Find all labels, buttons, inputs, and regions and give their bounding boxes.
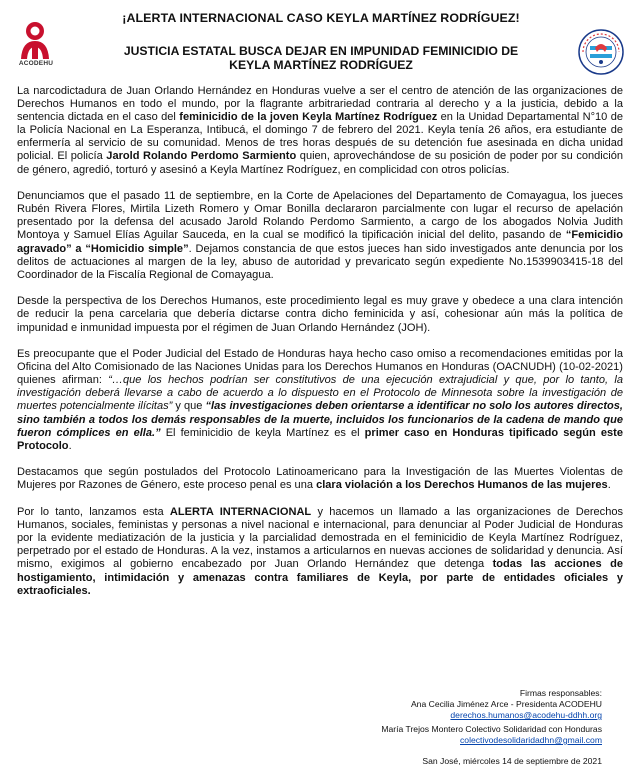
text-run: . <box>68 439 72 452</box>
signature-1-email-link[interactable]: derechos.humanos@acodehu-ddhh.org <box>450 710 602 720</box>
signature-1 <box>202 688 602 721</box>
text-run: Denunciamos que el pasado 11 de septiembre, en la Corte de Apelaciones del Departamento de Comayagua, los jueces Rubén Rivera Flores, Mirtila Lizeth Romero y Omar Bonilla declararon parcialmente con lugar el recurso de apelación presentado por la defensa del acusado Jarold Rolando Perdomo Sarmiento, a cargo de los abogados Nolvia Judith Montoya y Samuel Elías Aguilar Sauceda, en la cual se modificó la tipificación inicial del delito, pasando de <box>17 190 623 242</box>
text-run: y hacemos un llamado a las organizaciones de Derechos Humanos, sociales, feministas y personas a nivel nacional e internacional, para denunciar al Poder Judicial de Honduras por la evidente mediatización de la justicia y la parcialidad demostrada en el feminicidio de Keyla Martínez Rodríguez, perpetrado por el estado de Honduras. A la vez, instamos a articularnos en nuevas acciones de solidaridad y denuncia. Así mismo, exigimos al gobierno encabezado por Juan Orlando Hernández que detenga <box>17 506 624 571</box>
bold-run: ALERTA INTERNACIONAL <box>169 506 312 519</box>
acodehu-logo-text: ACODEHU <box>18 60 54 67</box>
quote-run: “…que los hechos podrían ser constitutivos de una ejecución extrajudicial y que, por lo tanto, la investigación deberá llevarse a cabo de acuerdo a lo dispuesto en el Protocolo de Minnesota sobre la investigación de muertes potencialmente ilícitas” <box>17 374 623 413</box>
paragraph-1 <box>17 85 623 177</box>
text-run: Destacamos que según postulados del Protocolo Latinoamericano para la Investigación de las Muertes Violentas de Mujeres por Razones de Género, este proceso penal es una <box>17 466 623 492</box>
text-run: en la Unidad Departamental N°10 de la Policía Nacional en La Esperanza, Intibucá, el domingo 7 de febrero del 2021. Keyla tenía 26 años, era estudiante de enfermería al servicio de su comunidad. Menos de tres horas después de su detención fue asesinada en dicha unidad policial. El policía <box>17 111 623 163</box>
bold-run: todas las acciones de hostigamiento, intimidación y amenazas contra familiares de Keyla, por parte de entidades oficiales y extraoficiales. <box>17 558 623 597</box>
article-body <box>17 85 623 611</box>
bold-run: clara violación a los Derechos Humanos de las mujeres <box>316 479 608 492</box>
paragraph-4 <box>17 348 623 453</box>
text-run: El feminicidio de keyla Martínez es el <box>160 426 365 439</box>
signatures-label: Firmas responsables: <box>519 688 602 698</box>
text-run: y que <box>172 400 206 413</box>
subtitle-line-2: KEYLA MARTÍNEZ RODRÍGUEZ <box>229 58 413 72</box>
signature-2-name: María Trejos Montero Colectivo Solidaridad con Honduras <box>381 724 602 734</box>
page-title: ¡ALERTA INTERNACIONAL CASO KEYLA MARTÍNEZ RODRÍGUEZ! <box>122 11 520 25</box>
subtitle-line-1: JUSTICIA ESTATAL BUSCA DEJAR EN IMPUNIDAD FEMINICIDIO DE <box>123 44 519 58</box>
text-run: La narcodictadura de Juan Orlando Hernández en Honduras vuelve a ser el centro de atención de las organizaciones de Derechos Humanos en todo el mundo, por la flagrante arbitrariedad contraria al derecho y a la justicia, debido a la sentencia dictada en el caso del <box>17 85 623 124</box>
signature-1-name: Ana Cecilia Jiménez Arce - Presidenta ACODEHU <box>410 699 602 709</box>
paragraph-5 <box>17 466 623 492</box>
bold-run: Jarold Rolando Perdomo Sarmiento <box>106 150 297 163</box>
text-run: quien, aprovechándose de su posición de poder por su condición de género, agredió, torturó y asesinó a Keyla Martínez Rodríguez, en complicidad con otros policías. <box>17 150 623 176</box>
page-subtitle <box>70 44 572 72</box>
solidarity-emblem-icon <box>577 28 625 76</box>
paragraph-6 <box>17 506 623 598</box>
document-date: San José, miércoles 14 de septiembre de 2021 <box>422 756 602 766</box>
text-run: Es preocupante que el Poder Judicial del Estado de Honduras haya hecho caso omiso a recomendaciones emitidas por la Oficina del Alto Comisionado de las Naciones Unidas para los Derechos Humanos en Honduras (OACNUDH) (10-02-2021) quienes afirman: <box>17 348 623 387</box>
acodehu-logo <box>18 19 52 71</box>
paragraph-3: Desde la perspectiva de los Derechos Humanos, este procedimiento legal es muy grave y obedece a una clara intención de reducir la pena carcelaria que debería dictarse contra dicho feminicida y así, cohesionar aún más la política de impunidad e inmunidad impuesta por el régimen de Juan Orlando Hernández (JOH). <box>17 295 623 334</box>
text-run: Por lo tanto, lanzamos esta <box>17 506 170 519</box>
bold-run: “Femicidio agravado” a “Homicidio simple” <box>17 229 623 255</box>
paragraph-2 <box>17 190 623 282</box>
quote-run: “las investigaciones deben orientarse a identificar no solo los autores directos, sino también a todos los demás responsables de la muerte, incluidos los funcionarios de la cadena de mando que fueron cómplices en ella.” <box>17 400 623 439</box>
bold-run: primer caso en Honduras tipificado según este Protocolo <box>17 426 623 452</box>
text-run: . <box>607 479 611 492</box>
signature-2 <box>202 724 602 746</box>
colectivo-solidaridad-logo <box>577 28 625 76</box>
text-run: . Dejamos constancia de que estos jueces han sido investigados ante denuncia por los delitos de actuaciones al margen de la ley, abuso de autoridad y prevaricato según expediente No.1539903415-18 del Coordinador de la Fiscalía Regional de Comayagua. <box>17 242 623 281</box>
signature-2-email-link[interactable]: colectivodesolidaridadhn@gmail.com <box>460 735 602 745</box>
bold-run: feminicidio de la joven Keyla Martínez Rodríguez <box>179 111 438 124</box>
acodehu-emblem-icon <box>18 19 52 61</box>
